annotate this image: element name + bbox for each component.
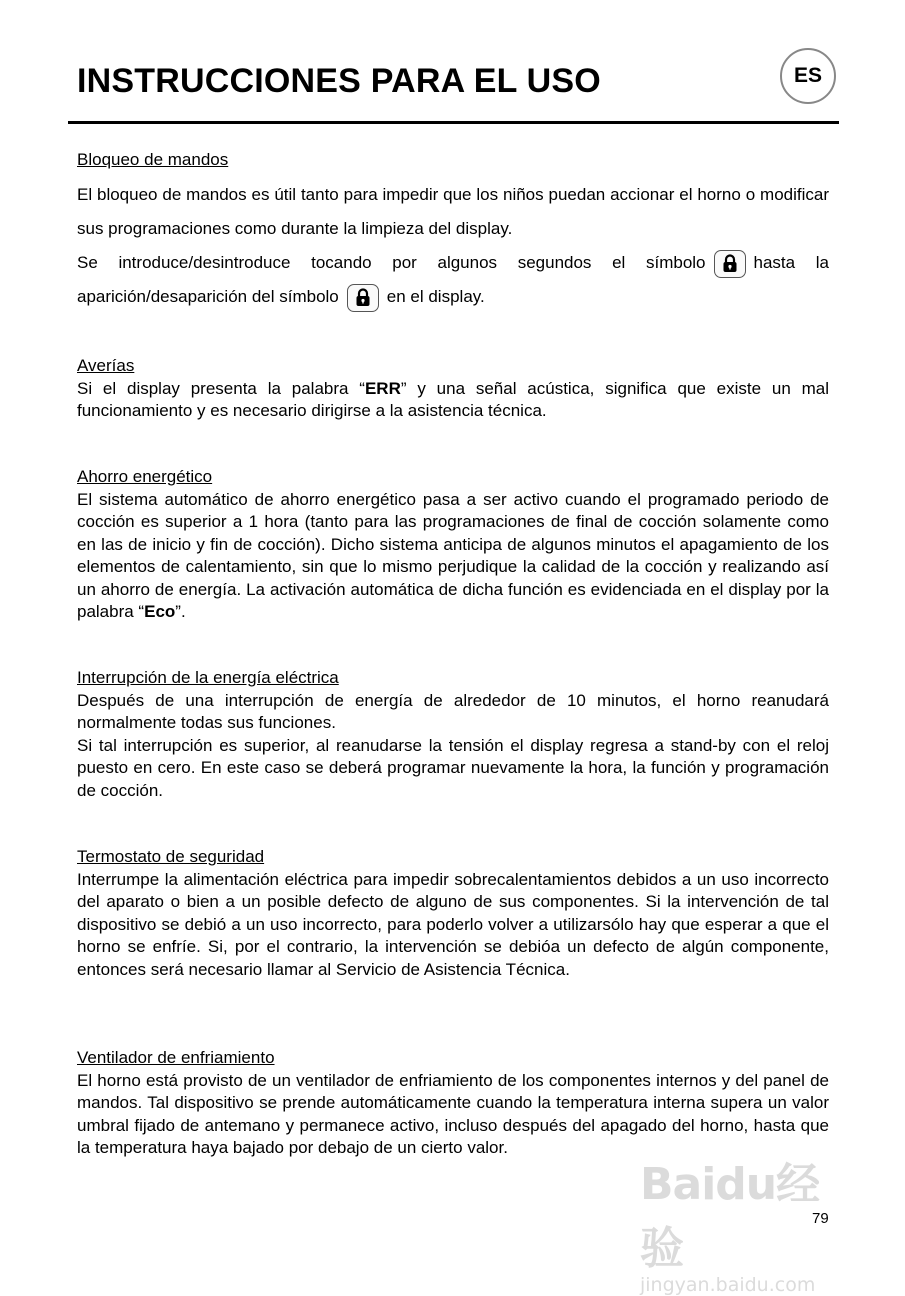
bold-term: Eco bbox=[144, 602, 176, 621]
bold-term: ERR bbox=[364, 378, 401, 398]
page-number: 79 bbox=[812, 1210, 829, 1227]
section-text: Si tal interrupción es superior, al reanudarse la tensión el display regresa a stand-by con el reloj puesto en cero. En este caso se deberá programar nuevamente la hora, la función y programación de cocción. bbox=[77, 735, 829, 800]
section-text-with-icons bbox=[77, 246, 829, 314]
section-averias bbox=[77, 355, 829, 423]
text-fragment: ”. bbox=[175, 602, 186, 621]
watermark-url: jingyan.baidu.com bbox=[640, 1274, 816, 1296]
section-termostato bbox=[77, 846, 829, 981]
section-heading: Interrupción de la energía eléctrica bbox=[77, 668, 339, 687]
section-text: Interrumpe la alimentación eléctrica para impedir sobrecalentamientos debidos a un uso incorrecto del aparato o bien a un posible defecto de alguno de sus componentes. Si la intervención de tal dispositivo se debió a un uso incorrecto, para poderlo volver a utilizarsólo hay que esperar a que el horno se enfríe. Si, por el contrario, la intervención se debióa un defecto de algún componente, entonces será necesario llamar al Servicio de Asistencia Técnica. bbox=[77, 869, 829, 979]
title-divider bbox=[68, 121, 839, 124]
section-text: El bloqueo de mandos es útil tanto para impedir que los niños puedan accionar el horno o modificar sus programaciones como durante la limpieza del display. bbox=[77, 185, 829, 238]
lock-icon bbox=[714, 250, 746, 278]
watermark bbox=[640, 1148, 860, 1296]
lock-icon bbox=[347, 284, 379, 312]
section-bloqueo bbox=[77, 148, 829, 314]
section-ventilador bbox=[77, 1047, 829, 1160]
section-heading: Termostato de seguridad bbox=[77, 847, 265, 866]
section-heading: Averías bbox=[77, 356, 135, 375]
text-fragment: El sistema automático de ahorro energético pasa a ser activo cuando el programado periodo de cocción es superior a 1 hora (tanto para las programaciones de final de cocción solamente como en las de inicio y fin de cocción). Dicho sistema anticipa de algunos minutos el apagamiento de los elementos de calentamiento, sin que lo mismo perjudique la calidad de la cocción y realizando así un ahorro de energía. La activación automática de dicha función es evidenciada en el display por la palabra “ bbox=[77, 489, 829, 621]
section-text: El horno está provisto de un ventilador de enfriamiento de los componentes internos y del panel de mandos. Tal dispositivo se prende automáticamente cuando la temperatura interna supera un valor umbral fijado de antemano y permanece activo, incluso después del apagado del horno, hasta que la temperatura haya bajado por debajo de un cierto valor. bbox=[77, 1070, 829, 1157]
section-interrupcion bbox=[77, 667, 829, 802]
section-heading: Bloqueo de mandos bbox=[77, 150, 229, 169]
watermark-logo: Baidu经验 bbox=[640, 1159, 820, 1274]
text-fragment: ” y una señal acústica, significa que existe un mal funcionamiento y es necesario dirigirse a la asistencia técnica. bbox=[77, 378, 829, 420]
section-text bbox=[77, 489, 829, 624]
language-badge: ES bbox=[780, 48, 836, 104]
page-title: INSTRUCCIONES PARA EL USO bbox=[77, 62, 601, 100]
section-heading: Ahorro energético bbox=[77, 467, 213, 486]
section-ahorro bbox=[77, 466, 829, 624]
text-fragment: hasta la aparición/desaparición del símbolo bbox=[77, 253, 829, 306]
section-text: Después de una interrupción de energía de alrededor de 10 minutos, el horno reanudará normalmente todas sus funciones. bbox=[77, 690, 829, 732]
text-fragment: Se introduce/desintroduce tocando por algunos segundos el símbolo bbox=[77, 253, 706, 272]
text-fragment: en el display. bbox=[386, 287, 485, 306]
section-heading: Ventilador de enfriamiento bbox=[77, 1048, 275, 1067]
section-text bbox=[77, 378, 829, 423]
text-fragment: Si el display presenta la palabra “ bbox=[77, 378, 365, 398]
